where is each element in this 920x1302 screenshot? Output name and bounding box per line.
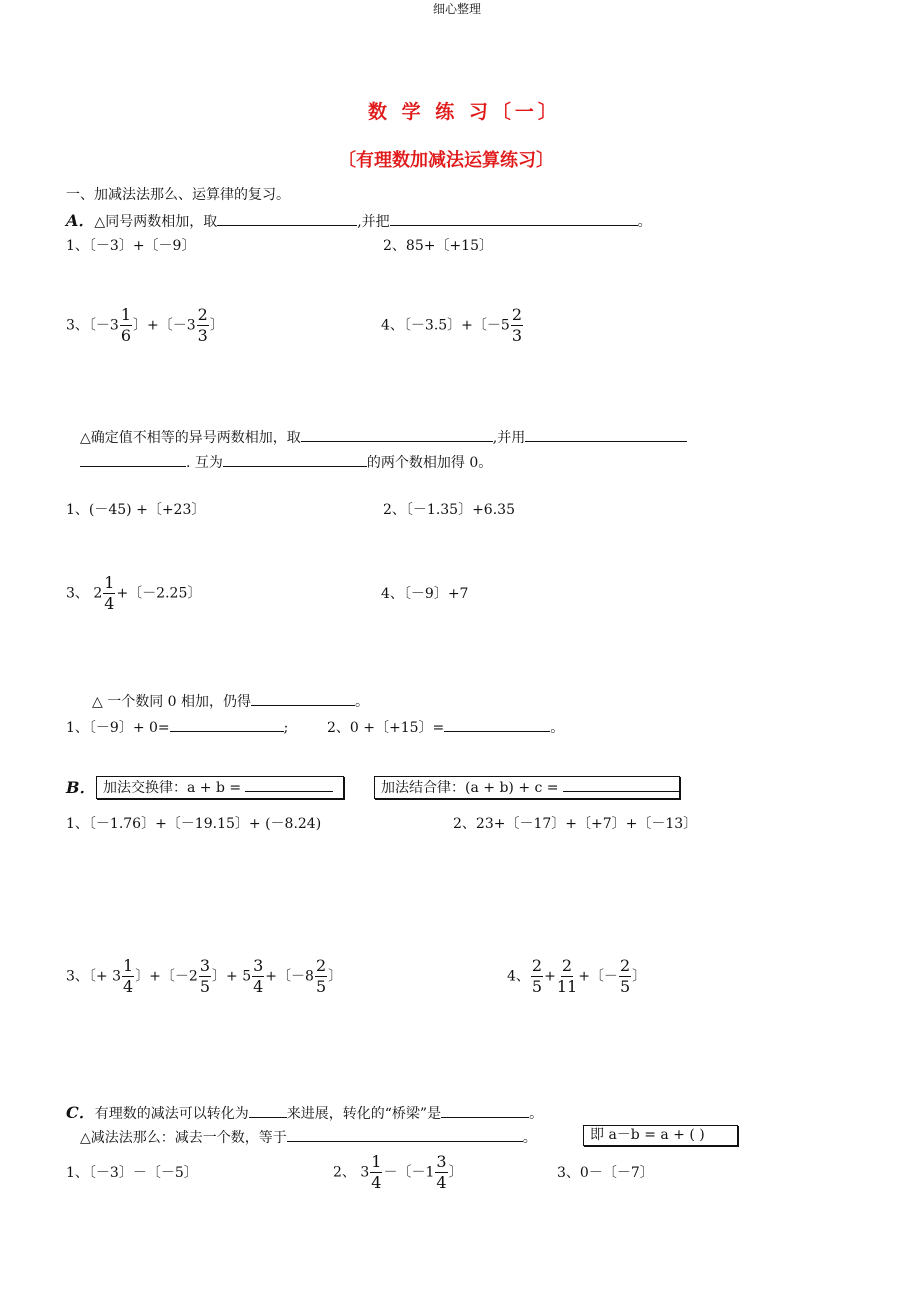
expr-text: +〔－ (578, 968, 618, 985)
answer-blank[interactable] (249, 1105, 287, 1118)
expr-text: 1、〔－9〕+ 0= (66, 720, 170, 736)
answer-blank[interactable] (287, 1129, 523, 1142)
fraction: $\frac{2}{11}$ (556, 956, 578, 996)
expr-text: －〔－1 (383, 1164, 435, 1181)
section-heading: 一、加减法法那么、运算律的复习。 (66, 187, 290, 203)
rule-different-sign (80, 428, 687, 448)
exercise (507, 958, 646, 995)
fraction: $\frac{3}{4}$ (436, 1152, 447, 1192)
rule-text: 。 (529, 1106, 544, 1122)
part-a-label: A． (66, 211, 95, 230)
expr-text: 〕+ 5 (212, 968, 252, 985)
answer-blank[interactable] (170, 719, 284, 732)
subtraction-intro (66, 1103, 543, 1124)
page-header: 细心整理 (433, 2, 482, 16)
exercise: 1、〔－3〕－〔－5〕 (66, 1165, 198, 1181)
answer-blank[interactable] (223, 454, 367, 467)
exercise (66, 307, 224, 344)
expr-text: 〕+〔－3 (133, 317, 196, 334)
expr-text: + (544, 968, 556, 985)
fraction: $\frac{1}{6}$ (120, 305, 132, 345)
rule-text: 的两个数相加得 0。 (366, 455, 493, 471)
expr-text: 4、〔－3.5〕+〔－5 (381, 317, 510, 334)
exercise (327, 718, 564, 738)
exercise (66, 718, 288, 738)
fraction: $\frac{3}{4}$ (253, 956, 264, 996)
page-title: 数 学 练 习〔一〕 (368, 101, 561, 123)
answer-blank[interactable] (217, 213, 357, 226)
exercise: 3、0－〔－7〕 (557, 1165, 654, 1181)
answer-blank[interactable] (251, 693, 355, 706)
rule-text: . 互为 (186, 455, 223, 471)
fraction: $\frac{3}{5}$ (199, 956, 211, 996)
exercise (381, 307, 524, 344)
rule-text: 。 (522, 1130, 537, 1146)
expr-text: 4、 (507, 968, 530, 985)
expr-text: 〕+〔－2 (135, 968, 198, 985)
expr-text: 3、 2 (66, 585, 103, 602)
rule-text: 。 (637, 214, 652, 230)
expr-text: +〔－2.25〕 (116, 585, 202, 602)
fraction: $\frac{2}{5}$ (619, 956, 631, 996)
exercise: 2、85+〔+15〕 (383, 238, 493, 254)
rule-text: 来进展，转化的“桥梁”是 (286, 1106, 442, 1122)
fraction: $\frac{1}{4}$ (123, 956, 134, 996)
rule-text: △确定值不相等的异号两数相加，取 (80, 430, 301, 446)
expr-text: 3、〔+ 3 (66, 968, 121, 985)
law-text: 加法交换律：a + b = (103, 780, 242, 796)
exercise: 2、23+〔－17〕+〔+7〕+〔－13〕 (453, 816, 698, 832)
rule-text: ,并把 (357, 214, 390, 230)
fraction: $\frac{2}{5}$ (531, 956, 543, 996)
expr-text: 。 (550, 720, 565, 736)
rule-text: △同号两数相加，取 (94, 214, 218, 230)
answer-blank[interactable] (301, 429, 493, 442)
expr-text: 2、0 +〔+15〕= (327, 720, 445, 736)
rule-add-zero (92, 692, 369, 712)
exercise: 1、〔－3〕+〔－9〕 (66, 238, 196, 254)
expr-text: 〕 (328, 968, 343, 985)
expr-text: 〕 (632, 968, 647, 985)
fraction: $\frac{1}{4}$ (104, 573, 115, 613)
rule-text: △减法法那么：减去一个数，等于 (80, 1130, 287, 1146)
page-subtitle: 〔有理数加减法运算练习〕 (338, 150, 554, 171)
rule-text: ,并用 (492, 430, 526, 446)
rule-text: 有理数的减法可以转化为 (94, 1106, 249, 1122)
expr-text: 〕 (448, 1164, 463, 1181)
exercise (66, 575, 201, 612)
answer-blank[interactable] (441, 1105, 529, 1118)
expr-text: +〔－8 (265, 968, 314, 985)
subtraction-formula-box: 即 a－b = a + ( ) (583, 1125, 738, 1146)
answer-blank[interactable] (563, 779, 681, 792)
law-text: 加法结合律：(a + b) + c = (381, 780, 559, 796)
commutative-law-box (96, 776, 344, 799)
fraction: $\frac{2}{3}$ (511, 305, 522, 345)
answer-blank[interactable] (245, 779, 333, 792)
associative-law-box (374, 776, 680, 799)
exercise: 2、〔－1.35〕+6.35 (383, 502, 515, 518)
answer-blank[interactable] (525, 429, 687, 442)
part-b-label: B． (66, 778, 96, 797)
rule-different-sign-line2 (80, 453, 492, 473)
rule-text: 。 (355, 694, 370, 710)
exercise: 1、(－45) +〔+23〕 (66, 502, 206, 518)
expr-text: 〕 (209, 317, 224, 334)
rule-same-sign (66, 213, 652, 229)
answer-blank[interactable] (80, 454, 186, 467)
expr-text: 2、 3 (333, 1164, 370, 1181)
exercise: 1、〔－1.76〕+〔－19.15〕+ (－8.24) (66, 816, 322, 832)
answer-blank[interactable] (390, 213, 638, 226)
expr-text: ; (283, 720, 289, 736)
exercise (66, 958, 342, 995)
fraction: $\frac{2}{5}$ (315, 956, 327, 996)
fraction: $\frac{1}{4}$ (371, 1152, 382, 1192)
answer-blank[interactable] (444, 719, 550, 732)
exercise (333, 1154, 463, 1191)
exercise: 4、〔－9〕+7 (381, 586, 469, 602)
subtraction-rule (80, 1128, 537, 1148)
expr-text: 3、〔－3 (66, 317, 119, 334)
fraction: $\frac{2}{3}$ (197, 305, 208, 345)
part-c-label: C． (66, 1103, 95, 1122)
rule-text: △ 一个数同 0 相加，仍得 (92, 694, 252, 710)
